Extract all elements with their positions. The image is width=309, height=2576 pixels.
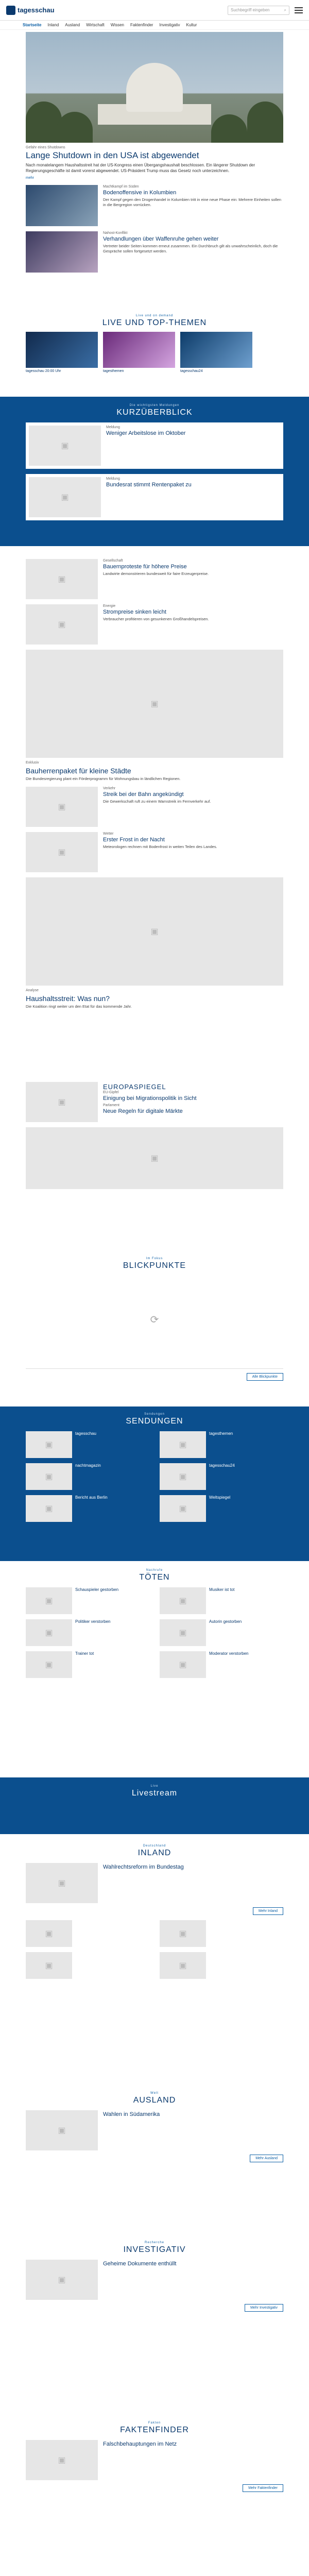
sendung-item[interactable] (160, 1431, 283, 1458)
sendung-title: tagesschau (75, 1431, 96, 1436)
item-title[interactable]: Wahlen in Südamerika (103, 2111, 160, 2117)
placeholder-image (26, 1619, 72, 1646)
placeholder-image (26, 604, 98, 645)
sendung-title: Bericht aus Berlin (75, 1495, 108, 1500)
item-title[interactable]: Falschbehauptungen im Netz (103, 2441, 177, 2447)
ausland-more-button[interactable]: Mehr Ausland (250, 2155, 283, 2162)
toten-kicker: Nachrufe (146, 1569, 163, 1572)
nav-item[interactable]: Faktenfinder (130, 23, 153, 27)
toten-title: Politiker verstorben (75, 1619, 111, 1624)
investigativ-more-button[interactable]: Mehr Investigativ (245, 2304, 283, 2312)
item-title[interactable]: Strompreise sinken leicht (103, 609, 166, 615)
item-kicker: EU-Gipfel (103, 1091, 119, 1094)
site-header (0, 0, 309, 30)
list-item[interactable] (26, 787, 283, 827)
item-kicker: Wetter (103, 832, 114, 836)
item-title[interactable]: Weniger Arbeitslose im Oktober (106, 430, 186, 436)
hero-kicker: Gefahr eines Shutdowns (26, 146, 65, 149)
live-image (103, 332, 175, 368)
livestream-title[interactable]: Livestream (131, 1789, 178, 1798)
list-item[interactable] (26, 474, 283, 520)
placeholder-image (26, 1082, 98, 1122)
ausland-title: AUSLAND (133, 2096, 176, 2105)
list-item[interactable] (26, 832, 283, 872)
placeholder-image (26, 2260, 98, 2300)
item-title[interactable]: Geheime Dokumente enthüllt (103, 2261, 177, 2267)
live-card[interactable] (180, 332, 252, 373)
list-item[interactable] (26, 604, 283, 645)
live-section (0, 314, 309, 373)
main-list-section (0, 554, 309, 1009)
list-item[interactable] (26, 2110, 283, 2150)
list-item[interactable] (26, 559, 283, 599)
europa-section (0, 1077, 309, 1189)
feature-kicker: Exklusiv (26, 761, 39, 765)
ausland-kicker: Welt (150, 2092, 159, 2095)
sendung-item[interactable] (26, 1495, 149, 1522)
live-label: tagesschau24 (180, 369, 203, 373)
item-text: Landwirte demonstrieren bundesweit für faire Erzeugerpreise. (103, 571, 209, 576)
placeholder-image (26, 1587, 72, 1614)
sendung-title: tagesthemen (209, 1431, 233, 1436)
blickpunkte-kicker: Im Fokus (146, 1257, 163, 1260)
faktenfinder-section (0, 2421, 309, 2492)
placeholder-image (160, 1920, 206, 1947)
sendung-item[interactable] (26, 1431, 149, 1458)
placeholder-image (26, 1463, 72, 1490)
list-item[interactable] (26, 2440, 283, 2480)
toten-item[interactable] (160, 1651, 283, 1678)
placeholder-image (26, 1920, 72, 1947)
placeholder-image (29, 426, 101, 466)
hero-text: Nach monatelangem Haushaltsstreit hat der US-Kongress einen Übergangshaushalt beschlossen. Ein längerer Shutdown der Regierungsgeschäfte ist damit vorerst abgewendet. US-Präsident Trump muss das Gesetz noch unterzeichnen. (26, 163, 255, 173)
ausland-section (0, 2092, 309, 2162)
item-text: Meteorologen rechnen mit Bodenfrost in weiten Teilen des Landes. (103, 844, 217, 850)
blickpunkte-title: BLICKPUNKTE (123, 1261, 186, 1270)
live-label: tagesschau 20:00 Uhr (26, 369, 61, 373)
kurz-kicker: Die wichtigsten Meldungen (129, 404, 180, 407)
list-item[interactable] (26, 1863, 283, 1903)
sendungen-title: SENDUNGEN (126, 1417, 183, 1426)
toten-title: Schauspieler gestorben (75, 1587, 119, 1592)
placeholder-image (160, 1619, 206, 1646)
logo-text: tagesschau (18, 6, 55, 14)
teaser-title[interactable]: Verhandlungen über Waffenruhe gehen weiter (103, 235, 219, 242)
toten-item[interactable] (26, 1587, 149, 1614)
logo[interactable] (6, 6, 55, 15)
sendungen-kicker: Sendungen (144, 1413, 165, 1416)
nav-item[interactable]: Startseite (23, 23, 42, 27)
faktenfinder-title: FAKTENFINDER (120, 2426, 189, 2434)
sendung-title: Weltspiegel (209, 1495, 231, 1500)
item-title[interactable]: Einigung bei Migrationspolitik in Sicht (103, 1095, 197, 1101)
inland-section (0, 1844, 309, 1979)
placeholder-image (26, 1495, 72, 1522)
item-kicker: Gesellschaft (103, 559, 123, 563)
sendungen-section (0, 1406, 309, 1561)
sendung-title: nachtmagazin (75, 1463, 101, 1468)
list-item[interactable] (26, 1082, 283, 1122)
teaser-kicker: Machtkampf im Süden (103, 184, 139, 189)
placeholder-image (26, 1431, 72, 1458)
logo-icon (6, 6, 15, 15)
toten-title: Autorin gestorben (209, 1619, 242, 1624)
live-title: LIVE UND TOP-THEMEN (102, 318, 207, 327)
inland-title: INLAND (138, 1849, 171, 1857)
investigativ-kicker: Recherche (144, 2241, 164, 2244)
feature-text: Die Koalition ringt weiter um den Etat für das kommende Jahr. (26, 1004, 132, 1009)
livestream-band (0, 1777, 309, 1834)
item-kicker: Meldung (106, 426, 120, 429)
live-label: tagesthemen (103, 369, 124, 373)
toten-item[interactable] (160, 1587, 283, 1614)
hero-title[interactable]: Lange Shutdown in den USA ist abgewendet (26, 150, 199, 160)
placeholder-image (26, 2110, 98, 2150)
item-kicker: Energie (103, 604, 116, 608)
placeholder-image (160, 1495, 206, 1522)
toten-item[interactable] (160, 1619, 283, 1646)
blickpunkte-button[interactable]: Alle Blickpunkte (247, 1373, 283, 1381)
item-title[interactable]: Streik bei der Bahn angekündigt (103, 791, 184, 798)
teaser[interactable] (26, 185, 283, 226)
placeholder-image (160, 1952, 206, 1979)
feature-text: Die Bundesregierung plant ein Förderprogramm für Wohnungsbau in ländlichen Regionen. (26, 776, 181, 781)
teaser-image (26, 231, 98, 273)
live-kicker: Live und on demand (135, 314, 174, 317)
teaser-title[interactable]: Bodenoffensive in Kolumbien (103, 189, 177, 196)
list-item[interactable] (26, 422, 283, 469)
toten-title: Moderator verstorben (209, 1651, 249, 1656)
teaser-image (26, 185, 98, 226)
item-title[interactable]: Bundesrat stimmt Rentenpaket zu (106, 482, 192, 488)
placeholder-image (26, 559, 98, 599)
nav-item[interactable]: Wissen (110, 23, 124, 27)
item-title[interactable]: Erster Frost in der Nacht (103, 837, 165, 843)
kurz-title: KURZÜBERBLICK (116, 408, 193, 417)
feature-title[interactable]: Bauherrenpaket für kleine Städte (26, 767, 131, 775)
live-image (180, 332, 252, 368)
feature-image[interactable] (26, 877, 283, 986)
sendung-item[interactable] (160, 1495, 283, 1522)
placeholder-image (29, 477, 101, 517)
grid-item[interactable] (26, 1952, 149, 1979)
feature-title[interactable]: Haushaltsstreit: Was nun? (26, 994, 110, 1003)
placeholder-image (26, 1651, 72, 1678)
nav-item[interactable]: Investigativ (159, 23, 180, 27)
placeholder-image (160, 1463, 206, 1490)
placeholder-image (26, 2440, 98, 2480)
item-title[interactable]: Wahlrechtsreform im Bundestag (103, 1864, 184, 1870)
list-item[interactable] (26, 2260, 283, 2300)
hero-more-link[interactable]: mehr (26, 176, 34, 180)
toten-title: TÖTEN (139, 1573, 170, 1582)
europa-title: EUROPASPIEGEL (103, 1083, 166, 1091)
investigativ-title: INVESTIGATIV (123, 2245, 186, 2254)
inland-more-button[interactable]: Mehr Inland (253, 1907, 283, 1915)
main-nav (0, 21, 309, 30)
search-placeholder: Suchbegriff eingeben (231, 7, 270, 12)
inland-kicker: Deutschland (143, 1844, 166, 1848)
placeholder-image (26, 832, 98, 872)
search-icon[interactable]: ⌕ (284, 7, 286, 12)
nav-item[interactable]: Wirtschaft (86, 23, 105, 27)
grid-item[interactable] (160, 1920, 283, 1947)
placeholder-image (26, 1952, 72, 1979)
loading-icon: ⟳ (150, 1314, 159, 1326)
feature-kicker: Analyse (26, 989, 39, 993)
item-kicker: Meldung (106, 477, 120, 481)
menu-icon[interactable] (295, 7, 303, 13)
faktenfinder-more-button[interactable]: Mehr Faktenfinder (243, 2484, 283, 2492)
sendung-item[interactable] (26, 1463, 149, 1490)
item-title[interactable]: Bauernproteste für höhere Preise (103, 564, 187, 570)
search-input[interactable] (228, 6, 289, 15)
placeholder-image (26, 787, 98, 827)
teaser-text: Vertreter beider Seiten kommen erneut zusammen. Ein Durchbruch gilt als unwahrscheinlich, doch die Gespräche sollen fortgesetzt werden. (103, 243, 278, 253)
europa-image[interactable] (26, 1127, 283, 1189)
item-text: Verbraucher profitieren von gesunkenen Großhandelspreisen. (103, 617, 209, 621)
item-kicker: Verkehr (103, 787, 116, 791)
teaser-kicker: Nahost-Konflikt (103, 231, 128, 235)
placeholder-image (160, 1587, 206, 1614)
toten-item[interactable] (26, 1619, 149, 1646)
hero-image[interactable] (26, 32, 283, 143)
live-image (26, 332, 98, 368)
investigativ-section (0, 2241, 309, 2312)
teaser-text: Der Kampf gegen den Drogenhandel in Kolumbien tritt in eine neue Phase ein: Mehrere Einheiten sollen in die Bergregion vorrücken. (103, 197, 282, 207)
item-kicker: Parlament (103, 1104, 119, 1107)
sendung-title: tagesschau24 (209, 1463, 235, 1468)
kurz-section (0, 397, 309, 546)
blickpunkte-section (0, 1257, 309, 1381)
grid-item[interactable] (160, 1952, 283, 1979)
item-text: Die Gewerkschaft ruft zu einem Warnstreik im Fernverkehr auf. (103, 799, 211, 804)
faktenfinder-kicker: Fakten (148, 2421, 161, 2425)
placeholder-image (26, 1863, 98, 1903)
teaser[interactable] (26, 231, 283, 273)
live-card[interactable] (103, 332, 175, 373)
nav-item[interactable]: Inland (47, 23, 59, 27)
livestream-kicker: Live (150, 1785, 159, 1788)
nav-item[interactable]: Kultur (186, 23, 197, 27)
grid-item[interactable] (26, 1920, 149, 1947)
placeholder-image (160, 1651, 206, 1678)
toten-title: Musiker ist tot (209, 1587, 235, 1592)
toten-section (0, 1569, 309, 1678)
item-title[interactable]: Neue Regeln für digitale Märkte (103, 1108, 183, 1114)
toten-title: Trainer tot (75, 1651, 94, 1656)
hero-section (0, 32, 309, 273)
toten-item[interactable] (26, 1651, 149, 1678)
nav-item[interactable]: Ausland (65, 23, 80, 27)
feature-image[interactable] (26, 650, 283, 758)
live-card[interactable] (26, 332, 98, 373)
placeholder-image (160, 1431, 206, 1458)
sendung-item[interactable] (160, 1463, 283, 1490)
